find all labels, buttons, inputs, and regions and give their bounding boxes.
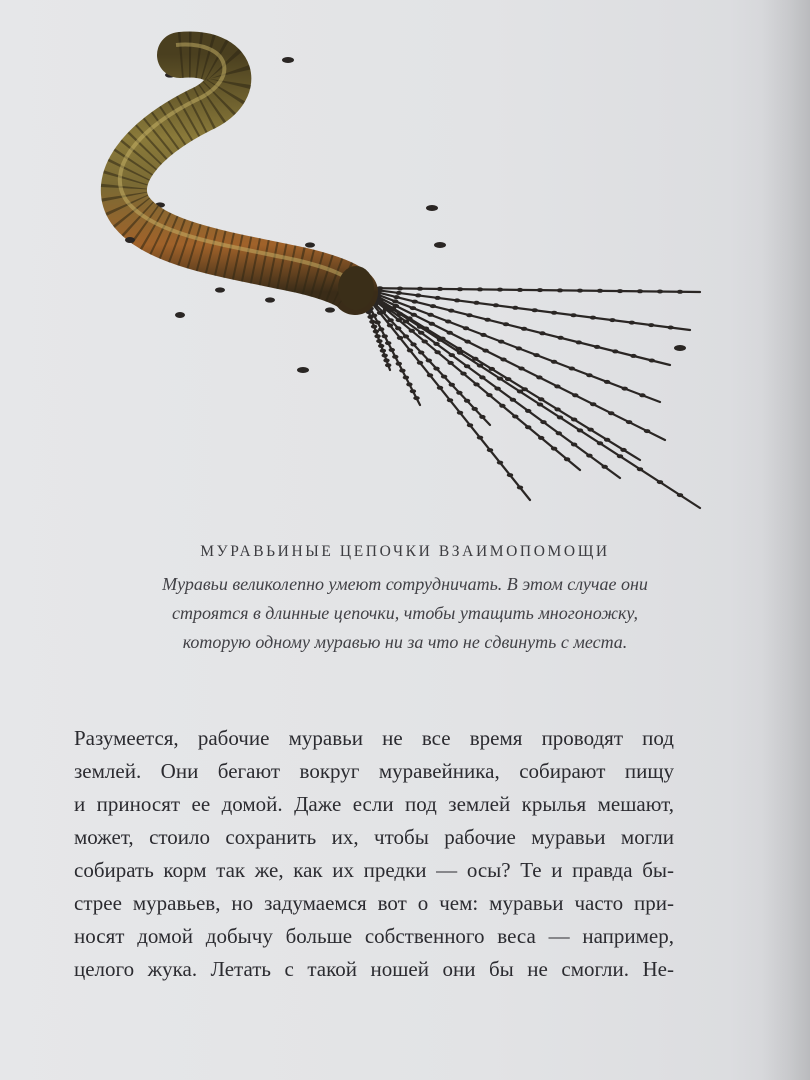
- ant: [532, 308, 538, 312]
- ant: [577, 428, 583, 432]
- ant: [387, 318, 393, 322]
- ant: [397, 312, 403, 316]
- ant: [597, 441, 603, 445]
- caption-line: которую одному муравью ни за что не сдвинуть с места.: [182, 632, 628, 652]
- ant: [410, 306, 416, 310]
- ant: [497, 461, 503, 465]
- ant: [489, 367, 495, 371]
- body-line: целого жука. Летать с такой ношей они бы не смогли. Не-: [74, 957, 674, 981]
- ant: [510, 398, 516, 402]
- ant: [604, 380, 610, 384]
- ant: [417, 325, 423, 329]
- ant: [649, 359, 655, 363]
- ant: [617, 454, 623, 458]
- ant: [399, 369, 405, 373]
- ant: [533, 353, 539, 357]
- ant: [464, 399, 470, 403]
- ant: [387, 323, 393, 327]
- ant: [609, 318, 615, 322]
- ant: [517, 288, 523, 292]
- body-line: Разумеется, рабочие муравьи не все время проводят под: [74, 726, 674, 750]
- ant: [403, 334, 409, 338]
- ant: [536, 375, 542, 379]
- figure-caption-title: МУРАВЬИНЫЕ ЦЕПОЧКИ ВЗАИМОПОМОЩИ: [200, 543, 610, 560]
- ant: [325, 307, 335, 312]
- ant: [433, 342, 439, 346]
- ant: [447, 331, 453, 335]
- ant: [551, 447, 557, 451]
- ant-chain: [360, 288, 700, 292]
- ant: [577, 289, 583, 293]
- ant: [648, 323, 654, 327]
- ant: [457, 351, 463, 355]
- ant: [639, 393, 645, 397]
- ant: [434, 350, 440, 354]
- ant: [602, 465, 608, 469]
- ant: [389, 348, 395, 352]
- ant: [497, 377, 503, 381]
- ant: [378, 327, 384, 331]
- ant: [456, 347, 462, 351]
- ant: [472, 357, 478, 361]
- body-line: может, стоило сохранить их, чтобы рабочие муравьи могли: [74, 825, 674, 849]
- ant: [418, 351, 424, 355]
- millipede-body: [124, 55, 355, 292]
- ant: [464, 340, 470, 344]
- ant: [397, 287, 403, 291]
- ant: [369, 320, 375, 324]
- body-line: собирать корм так же, как их предки — осы? Те и правда бы-: [74, 858, 674, 882]
- ant: [395, 326, 401, 330]
- ant: [437, 338, 443, 342]
- ant: [473, 301, 479, 305]
- ant: [516, 346, 522, 350]
- ant: [537, 288, 543, 292]
- ant: [466, 313, 472, 317]
- ant: [449, 353, 455, 357]
- ant: [418, 331, 424, 335]
- ant: [517, 486, 523, 490]
- ant: [497, 288, 503, 292]
- ant: [622, 387, 628, 391]
- caption-line: строятся в длинные цепочки, чтобы утащить многоножку,: [171, 603, 638, 623]
- body-line: носят домой добычу больше собственного веса — например,: [74, 924, 674, 948]
- ant: [484, 318, 490, 322]
- ant: [380, 349, 386, 353]
- ant: [587, 428, 593, 432]
- ant: [409, 329, 415, 333]
- ant: [554, 384, 560, 388]
- ant: [551, 311, 557, 315]
- ant: [410, 342, 416, 346]
- ant: [380, 310, 386, 314]
- ant: [457, 287, 463, 291]
- ant: [604, 438, 610, 442]
- ant: [637, 289, 643, 293]
- ant: [396, 318, 402, 322]
- ant: [525, 425, 531, 429]
- ant: [371, 325, 377, 329]
- ant: [382, 354, 388, 358]
- ant: [397, 336, 403, 340]
- body-line: стрее муравьев, но задумаемся вот о чем: муравьи часто при-: [74, 891, 674, 915]
- ant: [215, 287, 225, 292]
- ant: [498, 340, 504, 344]
- ant: [487, 448, 493, 452]
- ant: [517, 390, 523, 394]
- ant: [392, 355, 398, 359]
- ant: [626, 420, 632, 424]
- ant: [426, 359, 432, 363]
- ant: [407, 348, 413, 352]
- ant: [597, 289, 603, 293]
- ant: [410, 389, 416, 393]
- ant: [557, 288, 563, 292]
- ant: [494, 387, 500, 391]
- ant: [590, 316, 596, 320]
- ant: [630, 354, 636, 358]
- ant: [427, 373, 433, 377]
- ant: [480, 333, 486, 337]
- ant: [377, 299, 383, 303]
- ant: [376, 339, 382, 343]
- ant: [382, 334, 388, 338]
- ant: [551, 360, 557, 364]
- ant: [411, 313, 417, 317]
- ant: [437, 287, 443, 291]
- ant: [378, 344, 384, 348]
- ant: [629, 321, 635, 325]
- ant: [456, 391, 462, 395]
- ant: [477, 364, 483, 368]
- ant: [412, 300, 418, 304]
- page-gutter-shadow: [762, 0, 810, 1080]
- ant: [540, 420, 546, 424]
- ant: [521, 327, 527, 331]
- ant: [503, 322, 509, 326]
- ant: [512, 306, 518, 310]
- ant: [457, 411, 463, 415]
- ant: [427, 313, 433, 317]
- ant: [612, 349, 618, 353]
- ant: [406, 382, 412, 386]
- millipede-with-ant-chains-illustration: [60, 30, 720, 540]
- ant: [538, 436, 544, 440]
- ant: [525, 409, 531, 413]
- ant: [569, 367, 575, 371]
- body-paragraph: [74, 722, 674, 986]
- ant: [499, 404, 505, 408]
- ant: [518, 367, 524, 371]
- ant: [403, 376, 409, 380]
- ant: [572, 393, 578, 397]
- ant: [265, 297, 275, 302]
- ant: [477, 287, 483, 291]
- ant: [505, 377, 511, 381]
- ant: [479, 415, 485, 419]
- ant: [396, 291, 402, 295]
- ant: [590, 402, 596, 406]
- body-line: землей. Они бегают вокруг муравейника, собирают пищу: [74, 759, 674, 783]
- ant: [454, 298, 460, 302]
- ant: [430, 304, 436, 308]
- ant: [557, 415, 563, 419]
- ant: [373, 329, 379, 333]
- ant: [437, 386, 443, 390]
- ant: [537, 403, 543, 407]
- ant: [486, 393, 492, 397]
- body-line: и приносят ее домой. Даже если под землей крылья мешают,: [74, 792, 674, 816]
- ant: [433, 367, 439, 371]
- ant: [538, 397, 544, 401]
- millipede-head: [338, 266, 374, 310]
- ant: [479, 375, 485, 379]
- ant: [500, 358, 506, 362]
- caption-line: Муравьи великолепно умеют сотрудничать. В этом случае они: [162, 574, 648, 594]
- ant: [403, 320, 409, 324]
- ant: [482, 349, 488, 353]
- ant: [396, 362, 402, 366]
- ant: [447, 361, 453, 365]
- ant-chains: [360, 288, 700, 508]
- ant: [472, 407, 478, 411]
- ant: [586, 373, 592, 377]
- ant: [434, 296, 440, 300]
- ant: [477, 436, 483, 440]
- ant: [385, 341, 391, 345]
- ant: [608, 411, 614, 415]
- ant: [417, 287, 423, 291]
- ant: [460, 372, 466, 376]
- ant: [423, 327, 429, 331]
- ant: [594, 345, 600, 349]
- ant: [557, 336, 563, 340]
- ant: [385, 363, 391, 367]
- ant: [657, 290, 663, 294]
- ant: [657, 480, 663, 484]
- ant: [570, 313, 576, 317]
- ant: [429, 322, 435, 326]
- ant: [305, 242, 315, 247]
- ant: [571, 443, 577, 447]
- ant: [617, 289, 623, 293]
- ant: [392, 299, 398, 303]
- ant: [539, 331, 545, 335]
- ant: [441, 375, 447, 379]
- ant: [463, 326, 469, 330]
- ant: [637, 467, 643, 471]
- ant: [374, 334, 380, 338]
- ant: [512, 415, 518, 419]
- ant: [586, 454, 592, 458]
- ant: [422, 340, 428, 344]
- ant: [620, 448, 626, 452]
- ant: [464, 364, 470, 368]
- ant: [449, 383, 455, 387]
- figure-caption: [100, 570, 710, 657]
- ant: [644, 429, 650, 433]
- ant: [677, 493, 683, 497]
- ant: [507, 473, 513, 477]
- ant: [556, 431, 562, 435]
- ant: [393, 295, 399, 299]
- ant: [473, 382, 479, 386]
- ant: [467, 423, 473, 427]
- ant: [571, 418, 577, 422]
- ant: [445, 320, 451, 324]
- ant: [448, 309, 454, 313]
- ant: [564, 457, 570, 461]
- ant: [367, 315, 373, 319]
- ant: [417, 361, 423, 365]
- ant: [576, 340, 582, 344]
- ant: [493, 303, 499, 307]
- ant: [677, 290, 683, 294]
- ant: [383, 358, 389, 362]
- ant: [667, 326, 673, 330]
- ant: [447, 398, 453, 402]
- ant: [415, 293, 421, 297]
- ant: [554, 407, 560, 411]
- ant: [413, 396, 419, 400]
